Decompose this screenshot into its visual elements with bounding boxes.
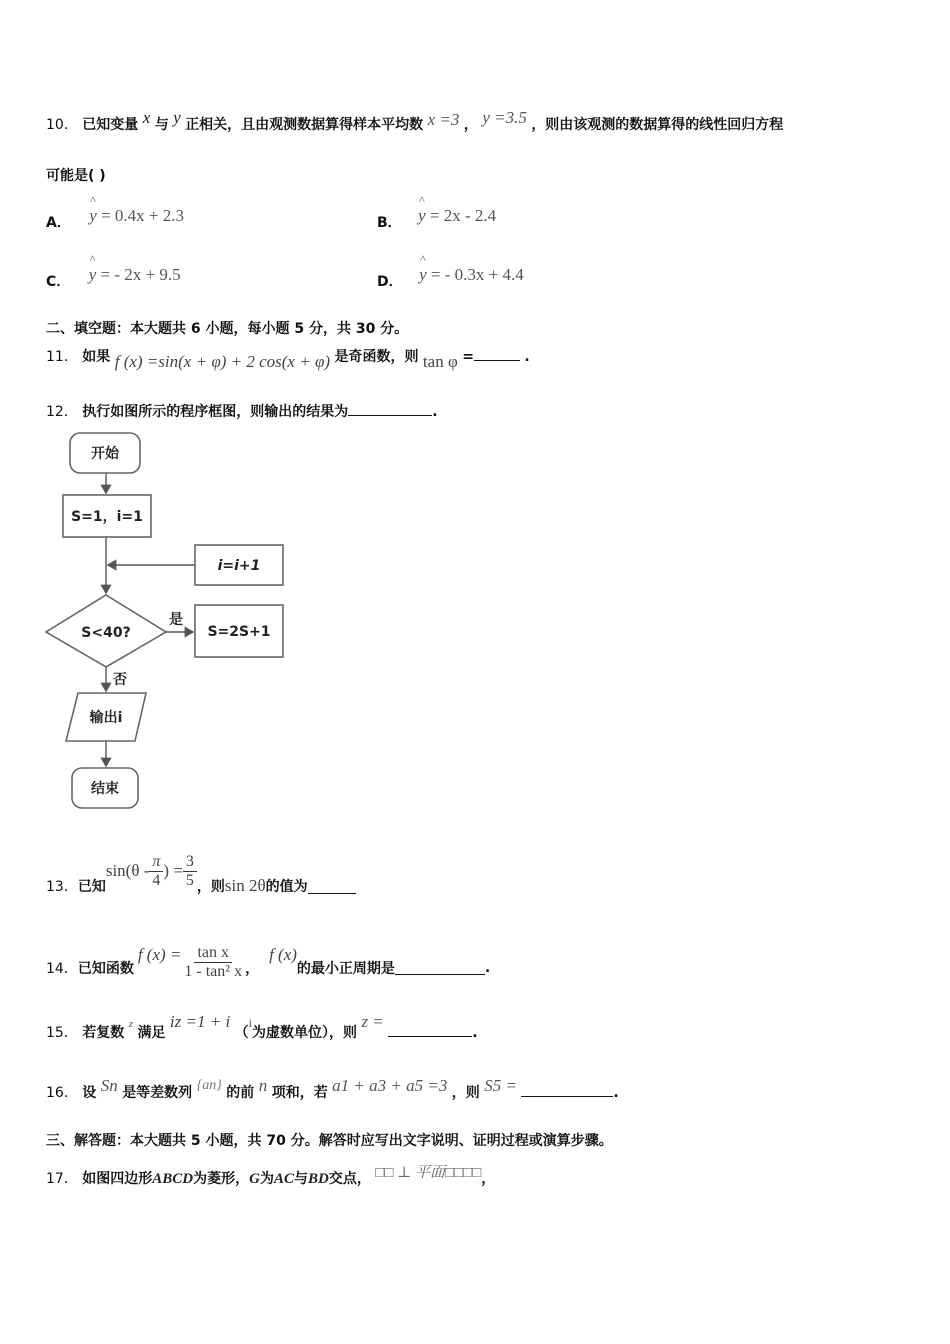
- section3-heading: 三、解答题：本大题共 5 小题，共 70 分。解答时应写出文字说明、证明过程或演算步骤。: [46, 1133, 613, 1149]
- q13-number: 13．: [46, 879, 78, 895]
- section2-heading: 二、填空题：本大题共 6 小题，每小题 5 分，共 30 分。: [46, 321, 409, 337]
- option-d-lhs: ^ y: [419, 265, 427, 285]
- q10-line1: [46, 108, 784, 134]
- q10-option-c[interactable]: [46, 265, 181, 290]
- flow-init-text: S=1，i=1: [71, 509, 143, 525]
- flow-assign-text: S=2S+1: [207, 624, 271, 640]
- q17-text3: 为: [259, 1171, 274, 1187]
- q13-target: sin 2θ: [224, 876, 266, 895]
- option-d-label: D．: [377, 274, 403, 290]
- q17-ac: AC: [273, 1171, 294, 1187]
- q14-text1: 已知函数: [77, 960, 134, 977]
- q13-text2: ，则: [196, 879, 225, 895]
- option-c-lhs: ^ y: [89, 265, 97, 285]
- q14-frac: [181, 944, 245, 981]
- q16-text2: 是等差数列: [122, 1085, 193, 1101]
- q13-pi-num: π: [149, 853, 163, 872]
- q14: [46, 928, 490, 981]
- q11-target: tan φ: [422, 352, 458, 371]
- q15-eq: iz =1 + i: [169, 1012, 231, 1031]
- q14-text2: 的最小正周期是: [296, 960, 395, 977]
- q11-text2: 是奇函数，则: [334, 349, 419, 365]
- q12-text: 执行如图所示的程序框图，则输出的结果为: [82, 404, 349, 420]
- q10-number: 10．: [46, 117, 78, 133]
- option-b-rhs: = 2x - 2.4: [425, 206, 497, 225]
- q13-text3: 的值为: [265, 879, 308, 895]
- q17-text2: 为菱形，: [193, 1171, 250, 1187]
- q14-num: tan x: [194, 944, 232, 963]
- q14-answer-blank[interactable]: [395, 960, 485, 975]
- option-a-label: A．: [46, 215, 71, 231]
- q11-text3: =: [462, 349, 474, 365]
- q15-number: 15．: [46, 1025, 78, 1041]
- q17-bd: BD: [308, 1171, 329, 1187]
- q16-number: 16．: [46, 1085, 78, 1101]
- q13-lhs: sin(θ -: [105, 861, 150, 880]
- option-a-rhs: = 0.4x + 2.3: [96, 206, 185, 225]
- q11: [46, 346, 530, 371]
- q15-var-i: i: [248, 1016, 252, 1030]
- flow-end-text: 结束: [91, 781, 119, 797]
- q15: [46, 1012, 478, 1042]
- q13-value-frac: [183, 853, 197, 890]
- q14-fx: f (x): [269, 944, 297, 964]
- flow-output-text: 输出i: [89, 710, 123, 726]
- q16-answer-blank[interactable]: [521, 1082, 613, 1097]
- q13-mid: ) =: [163, 861, 183, 880]
- option-c-label: C．: [46, 274, 71, 290]
- q11-end: .: [524, 349, 530, 365]
- option-d-rhs: = - 0.3x + 4.4: [426, 265, 524, 284]
- flow-yes-label: 是: [169, 612, 183, 628]
- q12-flowchart: [40, 425, 300, 820]
- q13-text1: 已知: [77, 879, 106, 895]
- q12: [46, 401, 438, 421]
- q13-pi-den: 4: [152, 871, 161, 889]
- q17-abcd: ABCD: [152, 1171, 194, 1187]
- q13-answer-blank[interactable]: [308, 879, 356, 894]
- q14-comma: ，: [245, 960, 260, 977]
- q10-line2: 可能是( ): [46, 168, 106, 184]
- q15-target: z =: [361, 1012, 384, 1031]
- option-b-lhs: ^ y: [418, 206, 426, 226]
- q17-text4: 与: [294, 1171, 308, 1187]
- q15-var-z: z: [128, 1018, 134, 1030]
- q16-end: .: [613, 1085, 619, 1101]
- q15-text4: 为虚数单位），则: [251, 1025, 357, 1041]
- q16-text3: 的前: [226, 1085, 255, 1101]
- q10-option-d[interactable]: [377, 265, 524, 290]
- q14-number: 14．: [46, 960, 78, 977]
- q12-answer-blank[interactable]: [348, 401, 432, 416]
- flow-incr-text: i=i+1: [217, 558, 261, 574]
- q12-end: .: [432, 404, 438, 420]
- q16-n: n: [258, 1076, 268, 1095]
- q10-mean-y: y =3.5: [482, 108, 527, 127]
- q10-option-b[interactable]: [377, 206, 497, 231]
- option-a-lhs: ^ y: [89, 206, 97, 226]
- flow-start-text: 开始: [91, 446, 119, 462]
- q10-text4: ，则由该观测的数据算得的线性回归方程: [531, 117, 784, 133]
- q10-text1: 已知变量: [82, 117, 139, 133]
- flow-cond-text: S<40?: [81, 625, 131, 641]
- q13-pi-frac: [149, 853, 163, 890]
- option-b-label: B．: [377, 215, 402, 231]
- q15-end: .: [472, 1025, 478, 1041]
- q17-text5: 交点，: [328, 1171, 371, 1187]
- q16-sn: Sn: [100, 1076, 118, 1095]
- q10-mean-x: x =3: [427, 110, 460, 129]
- q15-text1: 若复数: [82, 1025, 125, 1041]
- q16-text4: 项和，若: [271, 1085, 328, 1101]
- q15-answer-blank[interactable]: [388, 1022, 472, 1037]
- q17-garbled-formula: □□ ⊥ 平面□□□□: [375, 1165, 482, 1181]
- q17-end: ，: [481, 1171, 496, 1187]
- q17-number: 17．: [46, 1171, 78, 1187]
- q11-text1: 如果: [82, 349, 111, 365]
- q10-comma: ，: [463, 117, 478, 133]
- q10-text2: 与: [154, 117, 169, 133]
- q12-number: 12．: [46, 404, 78, 420]
- q16-text1: 设: [82, 1085, 97, 1101]
- q17: [46, 1167, 495, 1188]
- q13-val-den: 5: [185, 871, 194, 889]
- q15-text3: （: [234, 1025, 249, 1041]
- q10-var-x: x: [142, 108, 151, 127]
- q14-end: .: [484, 959, 491, 976]
- q11-answer-blank[interactable]: [474, 346, 520, 361]
- q16-an: {an}: [196, 1078, 222, 1093]
- q16: [46, 1076, 619, 1102]
- q13-val-num: 3: [183, 853, 197, 872]
- q14-lhs: f (x) =: [137, 944, 182, 964]
- q10-text3: 正相关，且由观测数据算得样本平均数: [185, 117, 424, 133]
- q17-g: G: [249, 1171, 260, 1187]
- option-c-rhs: = - 2x + 9.5: [96, 265, 181, 284]
- flow-no-label: 否: [113, 672, 127, 688]
- q16-target: S5 =: [484, 1076, 517, 1095]
- q10-var-y: y: [173, 108, 181, 127]
- q14-den: 1 - tan² x: [184, 963, 243, 980]
- q16-cond: a1 + a3 + a5 =3: [332, 1076, 448, 1095]
- q16-text5: ，则: [451, 1085, 480, 1101]
- q10-option-a[interactable]: [46, 206, 185, 231]
- q17-text1: 如图四边形: [82, 1171, 153, 1187]
- q11-formula: f (x) =sin(x + φ) + 2 cos(x + φ): [114, 352, 331, 371]
- q15-text2: 满足: [137, 1025, 166, 1041]
- q13: [46, 846, 356, 896]
- q11-number: 11．: [46, 349, 78, 365]
